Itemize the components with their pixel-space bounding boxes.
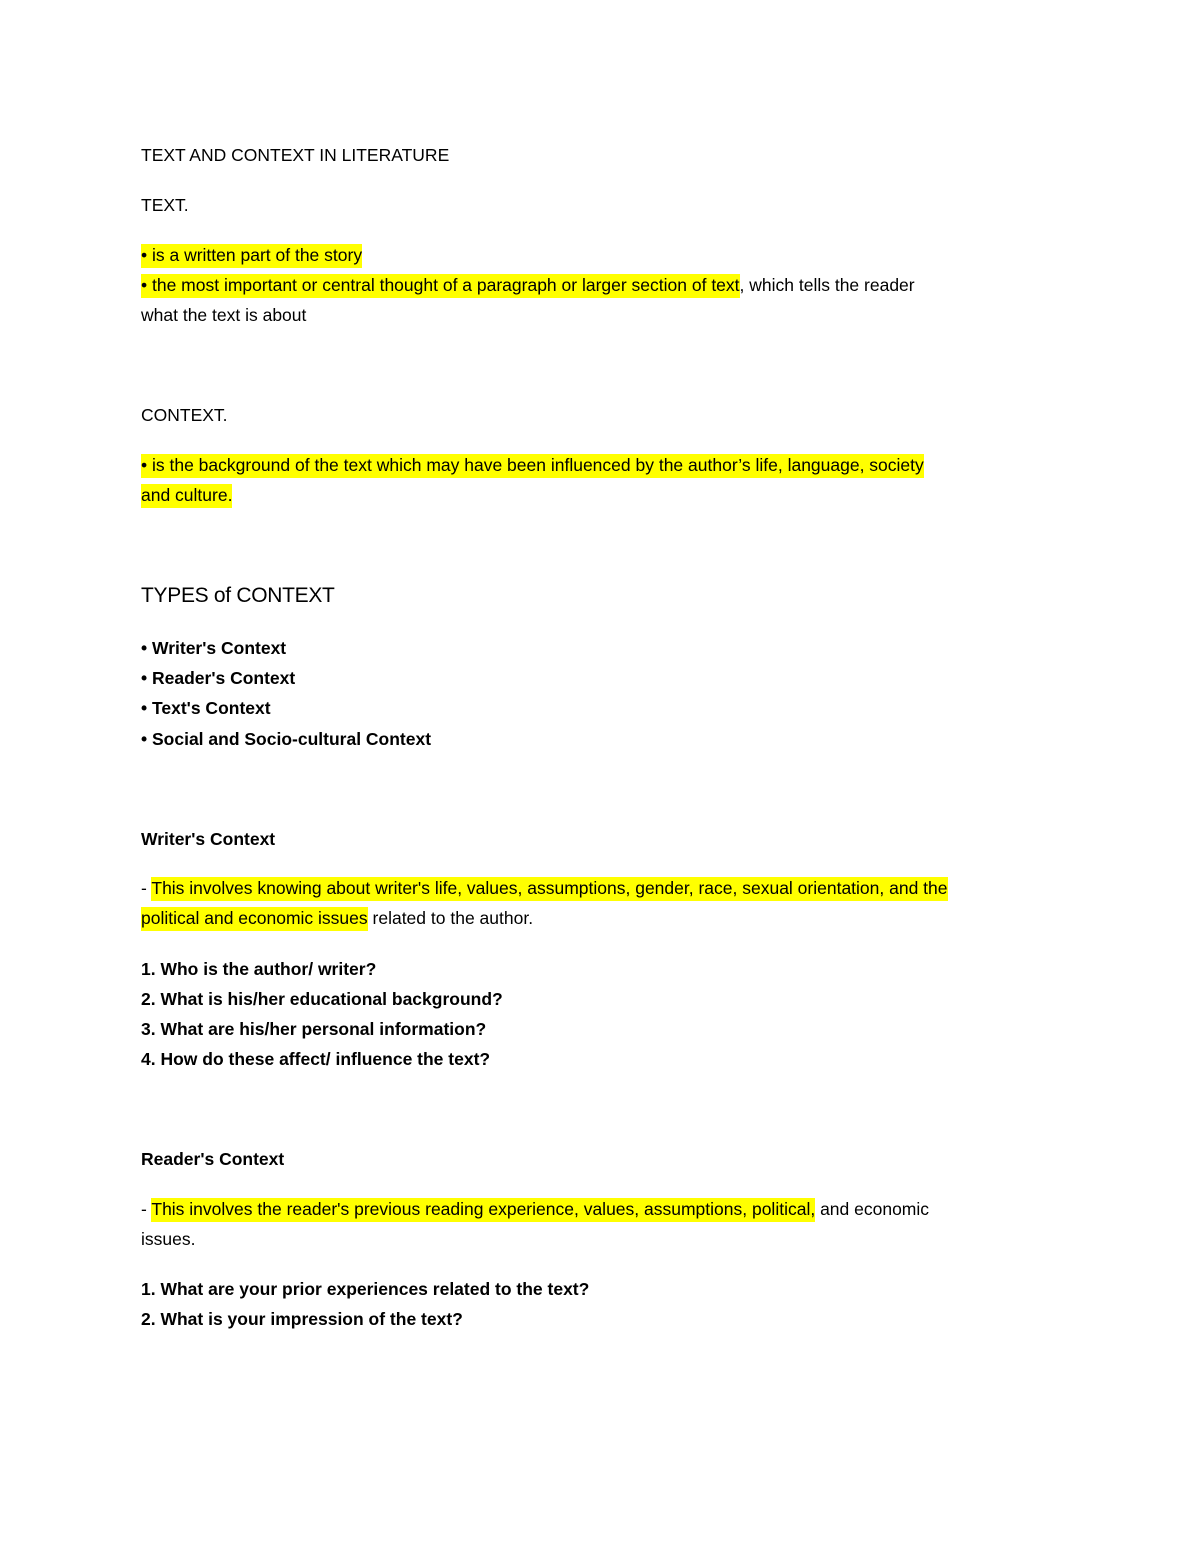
highlighted-text: and culture. [141,484,232,508]
writers-question: 1. Who is the author/ writer? [141,959,377,979]
types-heading: TYPES of CONTEXT [141,584,335,607]
plain-text: related to the author. [367,908,534,928]
writers-question: 3. What are his/her personal information? [141,1019,487,1039]
dash: - [141,1199,152,1219]
context-bullet-line-1 [141,450,924,480]
plain-text: , which tells the reader [739,275,915,295]
highlighted-text: This involves the reader's previous reading experience, values, assumptions, political, [151,1198,815,1222]
text-heading: TEXT. [141,195,189,215]
writers-question: 2. What is his/her educational background? [141,989,503,1009]
writers-question: 4. How do these affect/ influence the text? [141,1049,491,1069]
text-bullet-2 [141,270,915,300]
context-heading: CONTEXT. [141,405,228,425]
document-page [141,0,1071,1553]
document-title: TEXT AND CONTEXT IN LITERATURE [141,145,450,165]
context-bullet-line-2 [141,480,232,510]
text-bullet-1 [141,240,362,270]
highlighted-text: • the most important or central thought of a paragraph or larger section of text [141,274,740,298]
types-item: • Social and Socio-cultural Context [141,729,432,749]
writers-context-desc-line-2 [141,903,533,933]
readers-context-desc-line-2: issues. [141,1229,196,1249]
dash: - [141,878,152,898]
highlighted-text: • is the background of the text which may have been influenced by the author’s life, language, society [141,454,924,478]
readers-question: 1. What are your prior experiences related to the text? [141,1279,590,1299]
readers-question: 2. What is your impression of the text? [141,1309,463,1329]
highlighted-text: This involves knowing about writer's life, values, assumptions, gender, race, sexual orientation, and the [151,877,947,901]
text-bullet-2-continued: what the text is about [141,305,307,325]
plain-text: and economic [815,1199,930,1219]
writers-context-desc-line-1 [141,873,948,903]
readers-context-heading: Reader's Context [141,1149,285,1169]
types-item: • Writer's Context [141,638,287,658]
types-item: • Text's Context [141,698,271,718]
highlighted-text: political and economic issues [141,907,368,931]
highlighted-text: • is a written part of the story [141,244,362,268]
writers-context-heading: Writer's Context [141,829,276,849]
readers-context-desc-line-1 [141,1194,929,1224]
types-item: • Reader's Context [141,668,296,688]
